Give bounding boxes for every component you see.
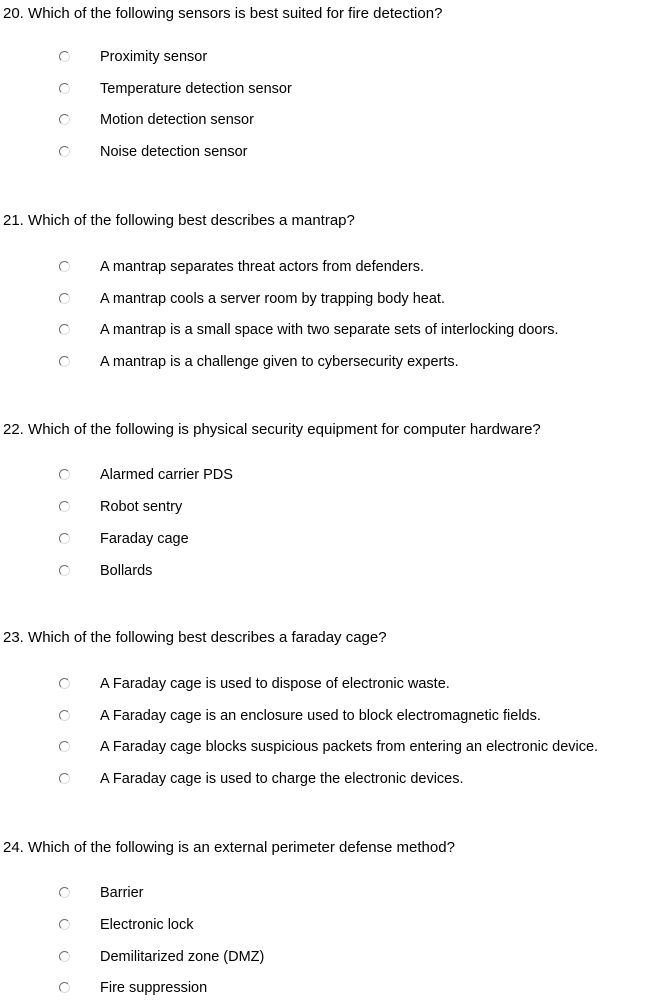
radio-button[interactable] — [59, 114, 70, 125]
option-label: Proximity sensor — [100, 49, 208, 65]
radio-button[interactable] — [59, 565, 70, 576]
question-prompt: Which of the following best describes a mantrap? — [28, 212, 355, 229]
radio-button[interactable] — [59, 146, 70, 157]
option-label: Electronic lock — [100, 917, 194, 933]
answer-option[interactable] — [0, 947, 662, 969]
option-label: A Faraday cage blocks suspicious packets from entering an electronic device. — [100, 739, 599, 755]
radio-button[interactable] — [59, 469, 70, 480]
radio-button[interactable] — [59, 773, 70, 784]
answer-option[interactable] — [0, 320, 662, 342]
option-label: A Faraday cage is an enclosure used to block electromagnetic fields. — [100, 708, 541, 724]
answer-option[interactable] — [0, 561, 662, 583]
question-text — [3, 420, 541, 440]
question-number: 24. — [3, 839, 24, 856]
radio-button[interactable] — [59, 261, 70, 272]
radio-button[interactable] — [59, 678, 70, 689]
radio-button[interactable] — [59, 951, 70, 962]
radio-button[interactable] — [59, 356, 70, 367]
question-number: 23. — [3, 629, 24, 646]
answer-option[interactable] — [0, 352, 662, 374]
question-text — [3, 4, 442, 24]
radio-button[interactable] — [59, 83, 70, 94]
radio-button[interactable] — [59, 501, 70, 512]
option-label: A Faraday cage is used to charge the electronic devices. — [100, 771, 464, 787]
radio-button[interactable] — [59, 982, 70, 993]
radio-button[interactable] — [59, 51, 70, 62]
option-label: Bollards — [100, 563, 153, 579]
option-label: Motion detection sensor — [100, 112, 254, 128]
answer-option[interactable] — [0, 497, 662, 519]
option-label: A mantrap is a challenge given to cybersecurity experts. — [100, 354, 459, 370]
question-text — [3, 211, 355, 231]
question-number: 22. — [3, 421, 24, 438]
answer-option[interactable] — [0, 915, 662, 937]
radio-button[interactable] — [59, 741, 70, 752]
radio-button[interactable] — [59, 919, 70, 930]
answer-option[interactable] — [0, 79, 662, 101]
option-label: Barrier — [100, 885, 144, 901]
answer-option[interactable] — [0, 737, 662, 759]
option-label: A mantrap cools a server room by trapping body heat. — [100, 291, 445, 307]
radio-button[interactable] — [59, 293, 70, 304]
option-label: Robot sentry — [100, 499, 183, 515]
radio-button[interactable] — [59, 887, 70, 898]
answer-option[interactable] — [0, 978, 662, 1000]
option-label: Fire suppression — [100, 980, 208, 996]
question-text — [3, 838, 455, 858]
answer-option[interactable] — [0, 110, 662, 132]
option-label: Temperature detection sensor — [100, 81, 292, 97]
question-number: 21. — [3, 212, 24, 229]
answer-option[interactable] — [0, 529, 662, 551]
radio-button[interactable] — [59, 533, 70, 544]
radio-button[interactable] — [59, 710, 70, 721]
answer-option[interactable] — [0, 289, 662, 311]
option-label: A Faraday cage is used to dispose of electronic waste. — [100, 676, 450, 692]
option-label: Noise detection sensor — [100, 144, 248, 160]
answer-option[interactable] — [0, 465, 662, 487]
option-label: Faraday cage — [100, 531, 189, 547]
question-number: 20. — [3, 5, 24, 22]
question-prompt: Which of the following best describes a faraday cage? — [28, 629, 387, 646]
answer-option[interactable] — [0, 257, 662, 279]
question-prompt: Which of the following sensors is best suited for fire detection? — [28, 5, 443, 22]
answer-option[interactable] — [0, 883, 662, 905]
option-label: Alarmed carrier PDS — [100, 467, 233, 483]
answer-option[interactable] — [0, 142, 662, 164]
option-label: A mantrap separates threat actors from defenders. — [100, 259, 424, 275]
answer-option[interactable] — [0, 706, 662, 728]
option-label: Demilitarized zone (DMZ) — [100, 949, 265, 965]
option-label: A mantrap is a small space with two separate sets of interlocking doors. — [100, 322, 559, 338]
question-prompt: Which of the following is an external perimeter defense method? — [28, 839, 455, 856]
answer-option[interactable] — [0, 674, 662, 696]
radio-button[interactable] — [59, 324, 70, 335]
question-prompt: Which of the following is physical security equipment for computer hardware? — [28, 421, 541, 438]
answer-option[interactable] — [0, 47, 662, 69]
answer-option[interactable] — [0, 769, 662, 791]
question-text — [3, 628, 387, 648]
